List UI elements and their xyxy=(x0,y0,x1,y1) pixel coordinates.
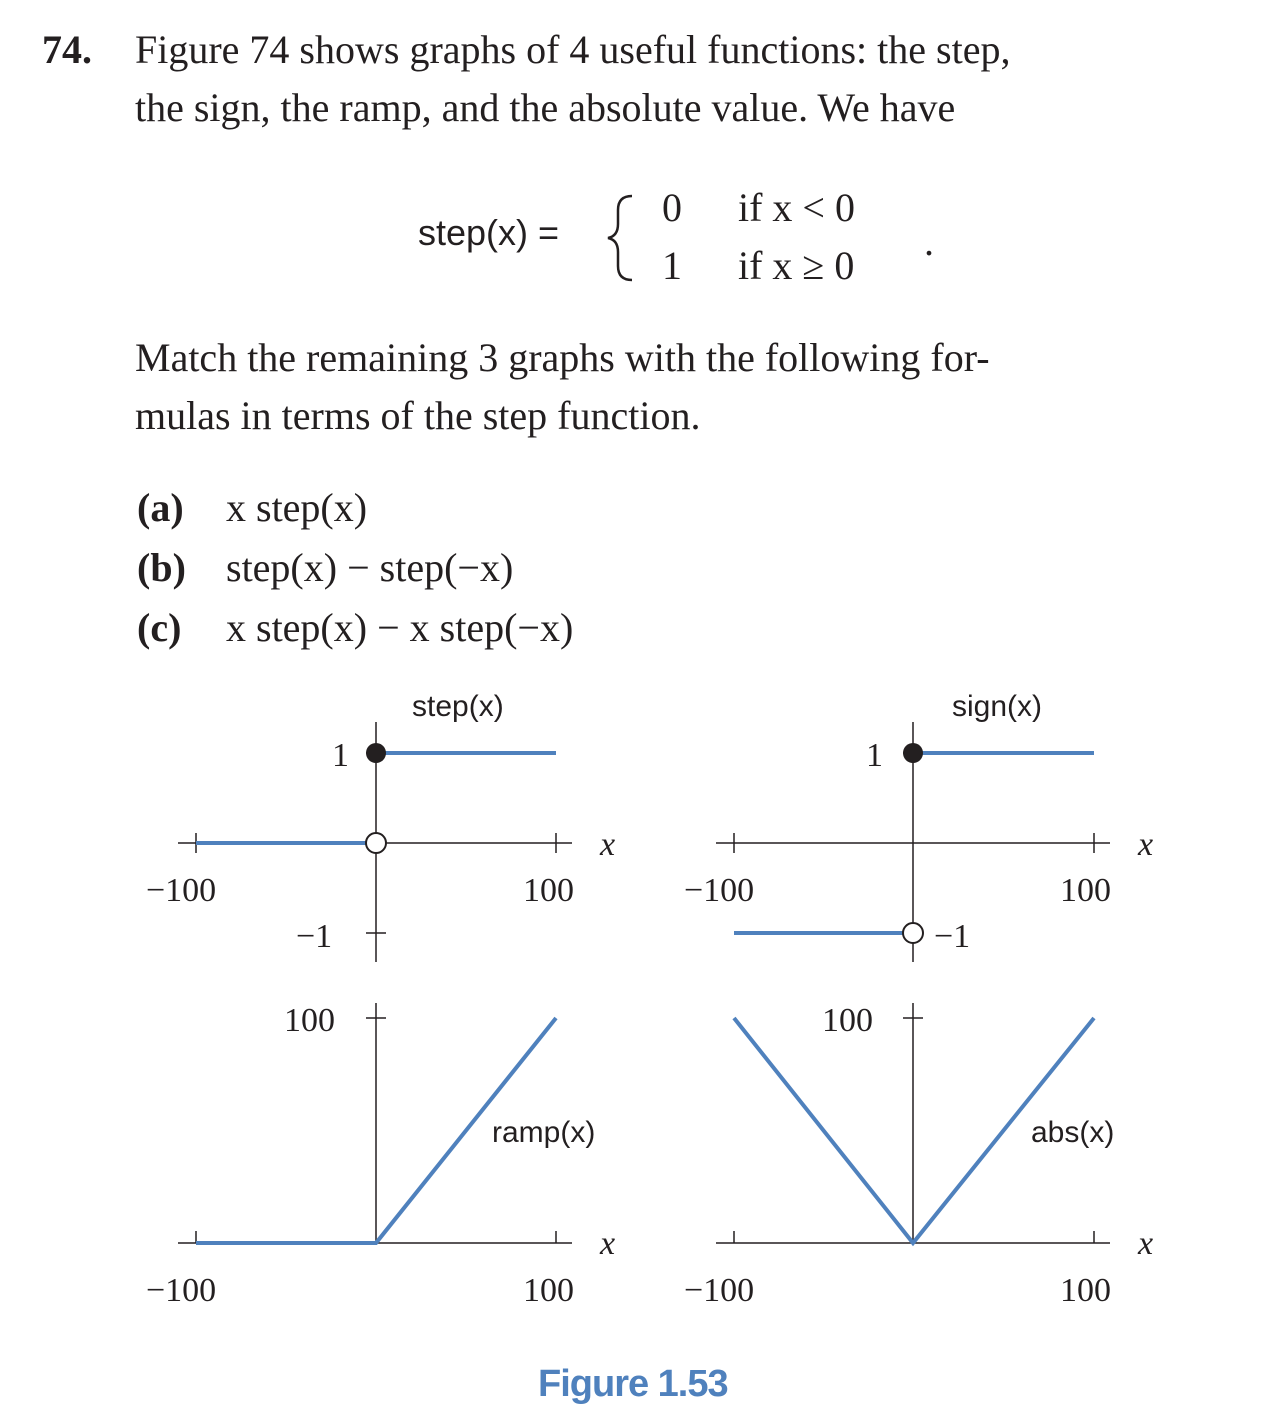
figure-caption: Figure 1.53 xyxy=(538,1363,728,1405)
abs-xmin-label: −100 xyxy=(684,1272,755,1309)
step-open-dot xyxy=(366,833,386,853)
abs-panel xyxy=(684,1002,1153,1309)
formula-lhs: step(x) = xyxy=(418,212,560,253)
step-ybottom-label: −1 xyxy=(296,918,333,955)
formula-period: . xyxy=(924,219,934,264)
sign-open-dot xyxy=(903,923,923,943)
sign-ybottom-label: −1 xyxy=(934,918,971,955)
problem-line-4: mulas in terms of the step function. xyxy=(135,393,701,438)
part-c-text: x step(x) − x step(−x) xyxy=(226,605,574,650)
formula-case1-cond: if x < 0 xyxy=(738,185,855,230)
step-xmin-label: −100 xyxy=(146,872,217,909)
part-a-label: (a) xyxy=(137,485,184,530)
step-title: step(x) xyxy=(412,690,504,723)
ramp-x-label: x xyxy=(600,1225,616,1262)
sign-ytop-label: 1 xyxy=(866,737,883,774)
step-x-label: x xyxy=(600,826,616,863)
sign-closed-dot xyxy=(903,743,923,763)
abs-ytop-label: 100 xyxy=(822,1002,873,1039)
sign-title: sign(x) xyxy=(952,690,1043,723)
step-closed-dot xyxy=(366,743,386,763)
sign-xmin-label: −100 xyxy=(684,872,755,909)
step-panel xyxy=(146,690,615,962)
abs-x-label: x xyxy=(1138,1225,1154,1262)
ramp-panel xyxy=(146,1002,615,1309)
formula-case1-value: 0 xyxy=(662,185,682,230)
step-ytop-label: 1 xyxy=(332,737,349,774)
problem-line-2: the sign, the ramp, and the absolute value. We have xyxy=(135,85,956,130)
ramp-ytop-label: 100 xyxy=(284,1002,335,1039)
formula-case2-value: 1 xyxy=(662,243,682,288)
abs-xmax-label: 100 xyxy=(1060,1272,1111,1309)
part-b-text: step(x) − step(−x) xyxy=(226,545,514,590)
problem-line-1: Figure 74 shows graphs of 4 useful functions: the step, xyxy=(135,27,1011,72)
ramp-xmin-label: −100 xyxy=(146,1272,217,1309)
formula-case2-cond: if x ≥ 0 xyxy=(738,243,855,288)
sign-panel xyxy=(684,690,1153,962)
problem-number: 74. xyxy=(42,27,92,72)
ramp-xmax-label: 100 xyxy=(523,1272,574,1309)
part-b-label: (b) xyxy=(137,545,186,590)
abs-title: abs(x) xyxy=(1031,1116,1115,1149)
ramp-title: ramp(x) xyxy=(492,1116,596,1149)
part-a-text: x step(x) xyxy=(226,485,368,530)
part-c-label: (c) xyxy=(137,605,182,650)
problem-line-3: Match the remaining 3 graphs with the following for- xyxy=(135,335,990,380)
sign-xmax-label: 100 xyxy=(1060,872,1111,909)
sign-x-label: x xyxy=(1138,826,1154,863)
step-xmax-label: 100 xyxy=(523,872,574,909)
